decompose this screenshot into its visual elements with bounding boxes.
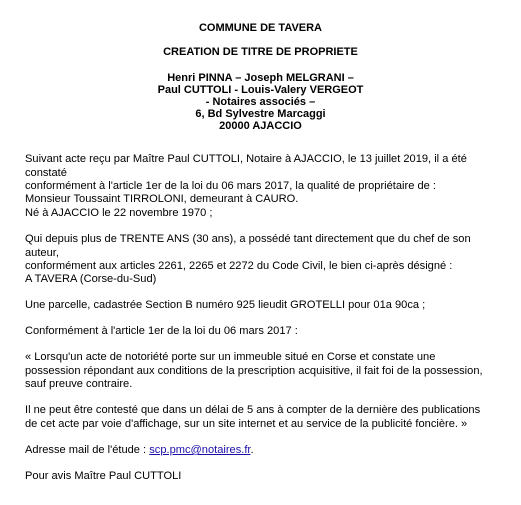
paragraph-act: [25, 153, 505, 194]
notaries-line-2: Paul CUTTOLI - Louis-Valery VERGEOT: [157, 84, 364, 96]
paragraph-location: A TAVERA (Corse-du-Sud): [25, 273, 157, 285]
notaries-line-3: - Notaires associés –: [205, 96, 316, 108]
commune-title: COMMUNE DE TAVERA: [198, 22, 323, 34]
document-subtitle: CREATION DE TITRE DE PROPRIETE: [163, 46, 358, 58]
email-label: Adresse mail de l'étude :: [25, 444, 150, 456]
paragraph-quote-2: [25, 404, 505, 431]
paragraph-parcel: Une parcelle, cadastrée Section B numéro 925 lieudit GROTELLI pour 01a 90ca ;: [25, 299, 426, 311]
address-line-2: 20000 AJACCIO: [219, 120, 302, 132]
paragraph-line: conformément à l'article 1er de la loi du 06 mars 2017, la qualité de propriétaire de :: [25, 180, 436, 192]
paragraph-line: de cet acte par voie d'affichage, sur un site internet et au service de la publicité foncière. »: [25, 417, 468, 430]
paragraph-line: Monsieur Toussaint TIRROLONI, demeurant à CAURO.: [25, 193, 299, 205]
email-link[interactable]: scp.pmc@notaires.fr: [149, 444, 251, 456]
paragraph-line: possession répondant aux conditions de la prescription acquisitive, il fait foi de la possession,: [25, 364, 483, 377]
paragraph-line: Il ne peut être contesté que dans un délai de 5 ans à compter de la dernière des publications: [25, 404, 481, 416]
paragraph-line: Suivant acte reçu par Maître Paul CUTTOLI, Notaire à AJACCIO, le 13 juillet 2019, il a été constaté: [25, 153, 467, 179]
paragraph-quote-1: [25, 351, 505, 392]
paragraph-owner: [25, 193, 505, 220]
address-line-1: 6, Bd Sylvestre Marcaggi: [195, 108, 326, 120]
paragraph-line: conformément aux articles 2261, 2265 et 2272 du Code Civil, le bien ci-après désigné :: [25, 260, 453, 272]
paragraph-law: Conformément à l'article 1er de la loi du 06 mars 2017 :: [25, 325, 298, 337]
paragraph-possession: [25, 233, 505, 274]
paragraph-line: sauf preuve contraire.: [25, 378, 133, 390]
paragraph-line: « Lorsqu'un acte de notoriété porte sur un immeuble situé en Corse et constate une: [25, 351, 436, 363]
paragraph-line: Né à AJACCIO le 22 novembre 1970 ;: [25, 206, 213, 219]
paragraph-line: Qui depuis plus de TRENTE ANS (30 ans), a possédé tant directement que du chef de son auteur,: [25, 233, 471, 259]
notaries-line-1: Henri PINNA – Joseph MELGRANI –: [167, 72, 354, 84]
email-suffix: .: [250, 444, 254, 456]
paragraph-email: [25, 444, 505, 458]
signature: Pour avis Maître Paul CUTTOLI: [25, 470, 182, 482]
